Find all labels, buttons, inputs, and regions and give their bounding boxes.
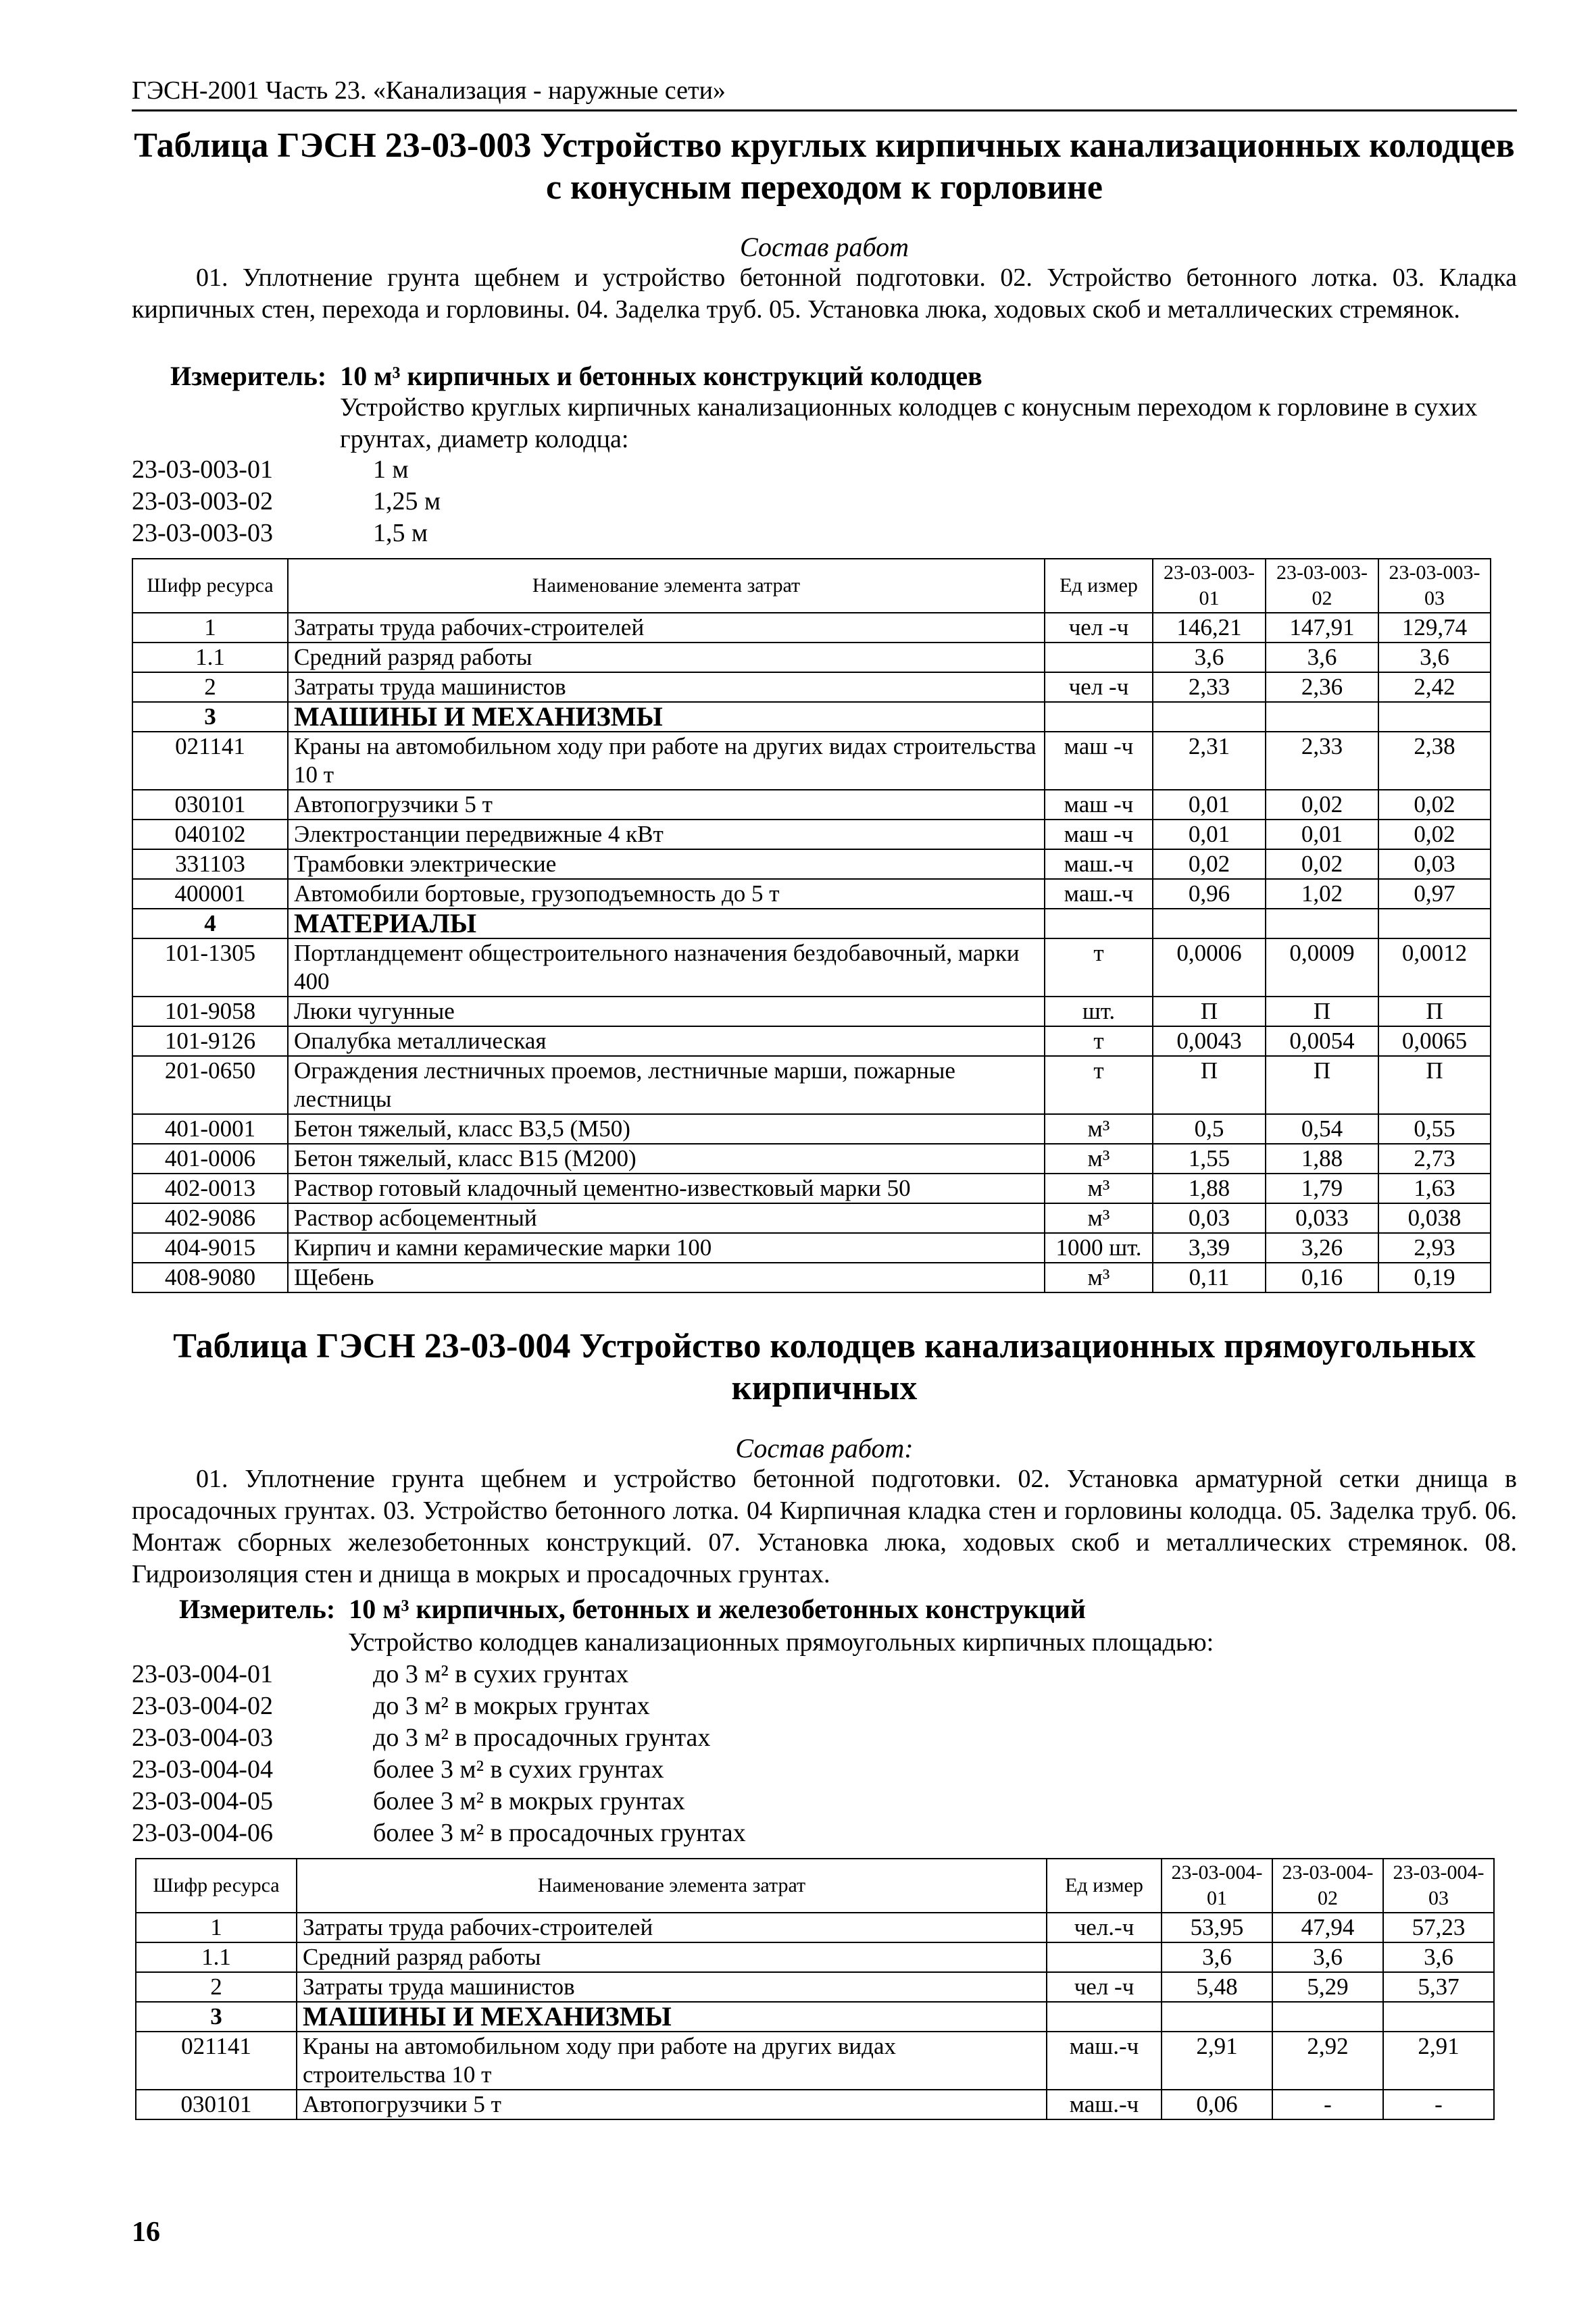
table-row bbox=[132, 1144, 1491, 1174]
resource-name: Щебень bbox=[288, 1263, 1045, 1292]
resource-code: 101-1305 bbox=[132, 938, 288, 997]
resource-value-1: 0,02 bbox=[1153, 849, 1266, 879]
resource-name: Затраты труда машинистов bbox=[288, 672, 1045, 702]
col-header-name: Наименование элемента затрат bbox=[297, 1859, 1047, 1913]
resource-value-2: 3,6 bbox=[1272, 1942, 1383, 1972]
resource-name: Электростанции передвижные 4 кВт bbox=[288, 820, 1045, 849]
resource-unit: маш.-ч bbox=[1045, 879, 1153, 909]
resource-value-3 bbox=[1378, 702, 1491, 732]
resource-name: МАШИНЫ И МЕХАНИЗМЫ bbox=[288, 702, 1045, 732]
resource-value-1: П bbox=[1153, 997, 1266, 1026]
resource-value-3: 129,74 bbox=[1378, 613, 1491, 643]
variant-line bbox=[132, 1722, 710, 1754]
resource-unit: чел -ч bbox=[1047, 1972, 1162, 2002]
variant-line bbox=[132, 518, 428, 549]
table-row bbox=[132, 820, 1491, 849]
resource-name: Трамбовки электрические bbox=[288, 849, 1045, 879]
resource-code: 2 bbox=[136, 1972, 297, 2002]
resource-code: 408-9080 bbox=[132, 1263, 288, 1292]
resource-value-3: 0,0012 bbox=[1378, 938, 1491, 997]
resource-value-1: 5,48 bbox=[1162, 1972, 1272, 2002]
resource-value-3: 0,55 bbox=[1378, 1114, 1491, 1144]
resource-name: Портландцемент общестроительного назначения бездобавочный, марки 400 bbox=[288, 938, 1045, 997]
resource-value-2: 3,6 bbox=[1266, 643, 1378, 672]
col-header-variant-1: 23-03-003-01 bbox=[1153, 559, 1266, 613]
resource-value-2: - bbox=[1272, 2090, 1383, 2119]
table-row bbox=[132, 938, 1491, 997]
resource-name: Средний разряд работы bbox=[297, 1942, 1047, 1972]
variant-line bbox=[132, 454, 409, 486]
resource-value-1: 0,03 bbox=[1153, 1203, 1266, 1233]
table-row bbox=[132, 1026, 1491, 1056]
resource-value-1 bbox=[1162, 2002, 1272, 2032]
resource-value-1: 3,6 bbox=[1162, 1942, 1272, 1972]
resource-name: Ограждения лестничных проемов, лестничные марши, пожарные лестницы bbox=[288, 1056, 1045, 1114]
resource-code: 1.1 bbox=[132, 643, 288, 672]
resource-code: 3 bbox=[132, 702, 288, 732]
table1-resources bbox=[132, 558, 1491, 1293]
variant-code: 23-03-003-01 bbox=[132, 455, 273, 484]
resource-value-2 bbox=[1272, 2002, 1383, 2032]
resource-name: Раствор асбоцементный bbox=[288, 1203, 1045, 1233]
table-row bbox=[132, 1056, 1491, 1114]
resource-unit bbox=[1047, 2002, 1162, 2032]
col-header-code: Шифр ресурса bbox=[136, 1859, 297, 1913]
resource-code: 402-0013 bbox=[132, 1174, 288, 1203]
resource-code: 1 bbox=[136, 1913, 297, 1942]
resource-value-2: 1,79 bbox=[1266, 1174, 1378, 1203]
resource-value-1: 2,33 bbox=[1153, 672, 1266, 702]
resource-code: 021141 bbox=[136, 2032, 297, 2090]
table2-work-title: Состав работ: bbox=[735, 1433, 914, 1463]
resource-value-2: 1,02 bbox=[1266, 879, 1378, 909]
resource-name: Затраты труда рабочих-строителей bbox=[288, 613, 1045, 643]
table-row bbox=[136, 1972, 1494, 2002]
variant-line bbox=[132, 486, 441, 518]
resource-name: Средний разряд работы bbox=[288, 643, 1045, 672]
resource-name: Бетон тяжелый, класс В15 (М200) bbox=[288, 1144, 1045, 1174]
resource-unit bbox=[1047, 1942, 1162, 1972]
resource-unit: шт. bbox=[1045, 997, 1153, 1026]
section-row bbox=[136, 2002, 1494, 2032]
resource-name: Раствор готовый кладочный цементно-известковый марки 50 bbox=[288, 1174, 1045, 1203]
variant-text: более 3 м² в мокрых грунтах bbox=[373, 1787, 685, 1815]
resource-name: Люки чугунные bbox=[288, 997, 1045, 1026]
resource-value-3: 0,0065 bbox=[1378, 1026, 1491, 1056]
variant-text: 1,25 м bbox=[373, 487, 441, 515]
resource-value-3: 0,02 bbox=[1378, 820, 1491, 849]
col-header-variant-1: 23-03-004-01 bbox=[1162, 1859, 1272, 1913]
resource-code: 402-9086 bbox=[132, 1203, 288, 1233]
resource-value-2: 0,54 bbox=[1266, 1114, 1378, 1144]
table1-description: Устройство круглых кирпичных канализационных колодцев с конусным переходом к горловине в сухих грунтах, диаметр колодца: bbox=[340, 393, 1478, 453]
resource-name: Краны на автомобильном ходу при работе на других видах строительства 10 т bbox=[288, 732, 1045, 790]
resource-unit: чел.-ч bbox=[1047, 1913, 1162, 1942]
table-row bbox=[136, 2032, 1494, 2090]
resource-value-1: 1,55 bbox=[1153, 1144, 1266, 1174]
resource-value-3: 2,42 bbox=[1378, 672, 1491, 702]
resource-value-2 bbox=[1266, 702, 1378, 732]
resource-code: 1.1 bbox=[136, 1942, 297, 1972]
resource-value-1: 3,6 bbox=[1153, 643, 1266, 672]
col-header-variant-3: 23-03-004-03 bbox=[1383, 1859, 1494, 1913]
resource-value-2: 0,16 bbox=[1266, 1263, 1378, 1292]
resource-code: 3 bbox=[136, 2002, 297, 2032]
resource-code: 404-9015 bbox=[132, 1233, 288, 1263]
col-header-unit: Ед измер bbox=[1045, 559, 1153, 613]
resource-unit: т bbox=[1045, 1026, 1153, 1056]
resource-value-3 bbox=[1383, 2002, 1494, 2032]
running-header: ГЭСН-2001 Часть 23. «Канализация - наружные сети» bbox=[132, 76, 1517, 111]
resource-value-3: 2,73 bbox=[1378, 1144, 1491, 1174]
resource-unit: маш.-ч bbox=[1047, 2090, 1162, 2119]
table-row bbox=[136, 1913, 1494, 1942]
table1-title: Таблица ГЭСН 23-03-003 Устройство круглых кирпичных канализационных колодцев с конусным переходом к горловине bbox=[134, 126, 1515, 207]
resource-value-2: П bbox=[1266, 997, 1378, 1026]
resource-value-1: 0,11 bbox=[1153, 1263, 1266, 1292]
resource-value-2: 0,0054 bbox=[1266, 1026, 1378, 1056]
table-row bbox=[132, 790, 1491, 820]
resource-value-2: 2,92 bbox=[1272, 2032, 1383, 2090]
table1-measure-text: 10 м³ кирпичных и бетонных конструкций колодцев bbox=[340, 361, 982, 391]
variant-line bbox=[132, 1754, 664, 1786]
resource-value-2 bbox=[1266, 909, 1378, 938]
table2-title: Таблица ГЭСН 23-03-004 Устройство колодцев канализационных прямоугольных кирпичных bbox=[173, 1327, 1476, 1407]
resource-value-2: 47,94 bbox=[1272, 1913, 1383, 1942]
table1-work-text: 01. Уплотнение грунта щебнем и устройство бетонной подготовки. 02. Устройство бетонного лотка. 03. Кладка кирпичных стен, перехода и горловины. 04. Заделка труб. 05. Установка люка, ходовых скоб и металлических стремянок. bbox=[132, 263, 1517, 324]
variant-text: более 3 м² в сухих грунтах bbox=[373, 1755, 664, 1784]
table2-description: Устройство колодцев канализационных прямоугольных кирпичных площадью: bbox=[348, 1628, 1214, 1657]
table-row bbox=[132, 732, 1491, 790]
resource-value-1: 3,39 bbox=[1153, 1233, 1266, 1263]
resource-value-2: 1,88 bbox=[1266, 1144, 1378, 1174]
resource-unit bbox=[1045, 909, 1153, 938]
resource-unit: м³ bbox=[1045, 1263, 1153, 1292]
variant-line bbox=[132, 1817, 746, 1849]
section-row bbox=[132, 909, 1491, 938]
table1-measure bbox=[170, 360, 982, 392]
resource-value-2: 5,29 bbox=[1272, 1972, 1383, 2002]
table-row bbox=[132, 672, 1491, 702]
resource-value-3: П bbox=[1378, 1056, 1491, 1114]
table1-work-title: Состав работ bbox=[740, 232, 909, 262]
table2-measure-text: 10 м³ кирпичных, бетонных и железобетонных конструкций bbox=[349, 1594, 1086, 1624]
table-row bbox=[132, 643, 1491, 672]
resource-value-3: 5,37 bbox=[1383, 1972, 1494, 2002]
resource-value-3: 2,38 bbox=[1378, 732, 1491, 790]
resource-unit: маш -ч bbox=[1045, 732, 1153, 790]
resource-value-3: - bbox=[1383, 2090, 1494, 2119]
variant-text: до 3 м² в сухих грунтах bbox=[373, 1660, 629, 1688]
resource-value-3: 0,03 bbox=[1378, 849, 1491, 879]
variant-line bbox=[132, 1690, 650, 1722]
section-row bbox=[132, 702, 1491, 732]
table-row bbox=[132, 849, 1491, 879]
resource-value-2: 0,0009 bbox=[1266, 938, 1378, 997]
resource-name: Автопогрузчики 5 т bbox=[297, 2090, 1047, 2119]
resource-unit: чел -ч bbox=[1045, 672, 1153, 702]
resource-value-3: 2,91 bbox=[1383, 2032, 1494, 2090]
variant-code: 23-03-004-06 bbox=[132, 1819, 273, 1847]
variant-code: 23-03-004-03 bbox=[132, 1724, 273, 1752]
resource-code: 401-0001 bbox=[132, 1114, 288, 1144]
resource-value-2: 2,36 bbox=[1266, 672, 1378, 702]
resource-value-3: 57,23 bbox=[1383, 1913, 1494, 1942]
resource-unit: м³ bbox=[1045, 1144, 1153, 1174]
resource-value-2: П bbox=[1266, 1056, 1378, 1114]
table-row bbox=[136, 1942, 1494, 1972]
resource-unit: маш -ч bbox=[1045, 790, 1153, 820]
table-row bbox=[132, 1233, 1491, 1263]
resource-value-1: 0,0043 bbox=[1153, 1026, 1266, 1056]
resource-unit: маш -ч bbox=[1045, 820, 1153, 849]
variant-text: до 3 м² в просадочных грунтах bbox=[373, 1724, 711, 1752]
variant-line bbox=[132, 1786, 685, 1817]
variant-text: 1,5 м bbox=[373, 519, 428, 547]
col-header-unit: Ед измер bbox=[1047, 1859, 1162, 1913]
resource-code: 400001 bbox=[132, 879, 288, 909]
resource-value-3: 0,97 bbox=[1378, 879, 1491, 909]
resource-unit: чел -ч bbox=[1045, 613, 1153, 643]
resource-unit: т bbox=[1045, 1056, 1153, 1114]
resource-unit: м³ bbox=[1045, 1114, 1153, 1144]
resource-value-3: 0,02 bbox=[1378, 790, 1491, 820]
resource-value-3: 1,63 bbox=[1378, 1174, 1491, 1203]
variant-code: 23-03-004-05 bbox=[132, 1787, 273, 1815]
resource-value-1: 2,91 bbox=[1162, 2032, 1272, 2090]
resource-code: 030101 bbox=[132, 790, 288, 820]
col-header-name: Наименование элемента затрат bbox=[288, 559, 1045, 613]
resource-name: МАШИНЫ И МЕХАНИЗМЫ bbox=[297, 2002, 1047, 2032]
resource-unit bbox=[1045, 643, 1153, 672]
resource-value-1: 0,5 bbox=[1153, 1114, 1266, 1144]
resource-value-1: 0,0006 bbox=[1153, 938, 1266, 997]
table-row bbox=[132, 1174, 1491, 1203]
resource-value-1: 0,96 bbox=[1153, 879, 1266, 909]
resource-unit: м³ bbox=[1045, 1203, 1153, 1233]
resource-code: 4 bbox=[132, 909, 288, 938]
resource-value-2: 0,02 bbox=[1266, 790, 1378, 820]
resource-name: Кирпич и камни керамические марки 100 bbox=[288, 1233, 1045, 1263]
resource-value-2: 0,01 bbox=[1266, 820, 1378, 849]
variant-code: 23-03-004-04 bbox=[132, 1755, 273, 1784]
resource-value-1: П bbox=[1153, 1056, 1266, 1114]
resource-value-3: 2,93 bbox=[1378, 1233, 1491, 1263]
resource-value-1: 1,88 bbox=[1153, 1174, 1266, 1203]
resource-value-3: П bbox=[1378, 997, 1491, 1026]
resource-unit: т bbox=[1045, 938, 1153, 997]
resource-value-2: 0,033 bbox=[1266, 1203, 1378, 1233]
resource-value-2: 147,91 bbox=[1266, 613, 1378, 643]
table1-measure-label: Измеритель: bbox=[170, 361, 327, 391]
table-row bbox=[132, 879, 1491, 909]
resource-code: 101-9126 bbox=[132, 1026, 288, 1056]
resource-value-3: 0,038 bbox=[1378, 1203, 1491, 1233]
table-row bbox=[132, 997, 1491, 1026]
resource-value-3: 3,6 bbox=[1383, 1942, 1494, 1972]
resource-name: МАТЕРИАЛЫ bbox=[288, 909, 1045, 938]
resource-name: Бетон тяжелый, класс В3,5 (М50) bbox=[288, 1114, 1045, 1144]
variant-code: 23-03-003-03 bbox=[132, 519, 273, 547]
resource-unit bbox=[1045, 702, 1153, 732]
resource-code: 1 bbox=[132, 613, 288, 643]
table-row bbox=[132, 1203, 1491, 1233]
col-header-variant-3: 23-03-003-03 bbox=[1378, 559, 1491, 613]
resource-value-1: 2,31 bbox=[1153, 732, 1266, 790]
table-row bbox=[132, 1263, 1491, 1292]
resource-name: Краны на автомобильном ходу при работе на других видах строительства 10 т bbox=[297, 2032, 1047, 2090]
resource-unit: маш.-ч bbox=[1045, 849, 1153, 879]
table2-resources bbox=[135, 1858, 1495, 2120]
resource-unit: 1000 шт. bbox=[1045, 1233, 1153, 1263]
resource-code: 201-0650 bbox=[132, 1056, 288, 1114]
variant-text: до 3 м² в мокрых грунтах bbox=[373, 1692, 650, 1720]
resource-value-1: 53,95 bbox=[1162, 1913, 1272, 1942]
resource-name: Автомобили бортовые, грузоподъемность до 5 т bbox=[288, 879, 1045, 909]
resource-value-3 bbox=[1378, 909, 1491, 938]
resource-name: Автопогрузчики 5 т bbox=[288, 790, 1045, 820]
col-header-variant-2: 23-03-003-02 bbox=[1266, 559, 1378, 613]
col-header-variant-2: 23-03-004-02 bbox=[1272, 1859, 1383, 1913]
resource-value-1: 0,01 bbox=[1153, 790, 1266, 820]
resource-code: 331103 bbox=[132, 849, 288, 879]
resource-name: Опалубка металлическая bbox=[288, 1026, 1045, 1056]
resource-value-1 bbox=[1153, 702, 1266, 732]
resource-value-3: 3,6 bbox=[1378, 643, 1491, 672]
table-row bbox=[136, 2090, 1494, 2119]
col-header-code: Шифр ресурса bbox=[132, 559, 288, 613]
resource-name: Затраты труда рабочих-строителей bbox=[297, 1913, 1047, 1942]
resource-code: 040102 bbox=[132, 820, 288, 849]
variant-text: 1 м bbox=[373, 455, 409, 484]
resource-value-2: 3,26 bbox=[1266, 1233, 1378, 1263]
resource-value-2: 0,02 bbox=[1266, 849, 1378, 879]
variant-text: более 3 м² в просадочных грунтах bbox=[373, 1819, 746, 1847]
page-number: 16 bbox=[132, 2217, 160, 2248]
resource-value-1: 146,21 bbox=[1153, 613, 1266, 643]
resource-value-1: 0,01 bbox=[1153, 820, 1266, 849]
variant-code: 23-03-004-02 bbox=[132, 1692, 273, 1720]
variant-code: 23-03-004-01 bbox=[132, 1660, 273, 1688]
resource-unit: м³ bbox=[1045, 1174, 1153, 1203]
resource-code: 401-0006 bbox=[132, 1144, 288, 1174]
resource-code: 021141 bbox=[132, 732, 288, 790]
table2-measure-label: Измеритель: bbox=[179, 1594, 336, 1624]
table-row bbox=[132, 1114, 1491, 1144]
resource-code: 030101 bbox=[136, 2090, 297, 2119]
resource-value-3: 0,19 bbox=[1378, 1263, 1491, 1292]
resource-value-1 bbox=[1153, 909, 1266, 938]
variant-line bbox=[132, 1659, 628, 1690]
resource-unit: маш.-ч bbox=[1047, 2032, 1162, 2090]
variant-code: 23-03-003-02 bbox=[132, 487, 273, 515]
resource-name: Затраты труда машинистов bbox=[297, 1972, 1047, 2002]
table-row bbox=[132, 613, 1491, 643]
resource-code: 2 bbox=[132, 672, 288, 702]
table2-work-text: 01. Уплотнение грунта щебнем и устройство бетонной подготовки. 02. Установка арматурной сетки днища в просадочных грунтах. 03. Устройство бетонного лотка. 04 Кирпичная кладка стен и горловины колодца. 05. Заделка труб. 06. Монтаж сборных железобетонных конструкций. 07. Установка люка, ходовых скоб и металлических стремянок. 08. Гидроизоляция стен и днища в мокрых и просадочных грунтах. bbox=[132, 1465, 1517, 1588]
table2-measure bbox=[179, 1593, 1086, 1625]
resource-code: 101-9058 bbox=[132, 997, 288, 1026]
resource-value-2: 2,33 bbox=[1266, 732, 1378, 790]
resource-value-1: 0,06 bbox=[1162, 2090, 1272, 2119]
